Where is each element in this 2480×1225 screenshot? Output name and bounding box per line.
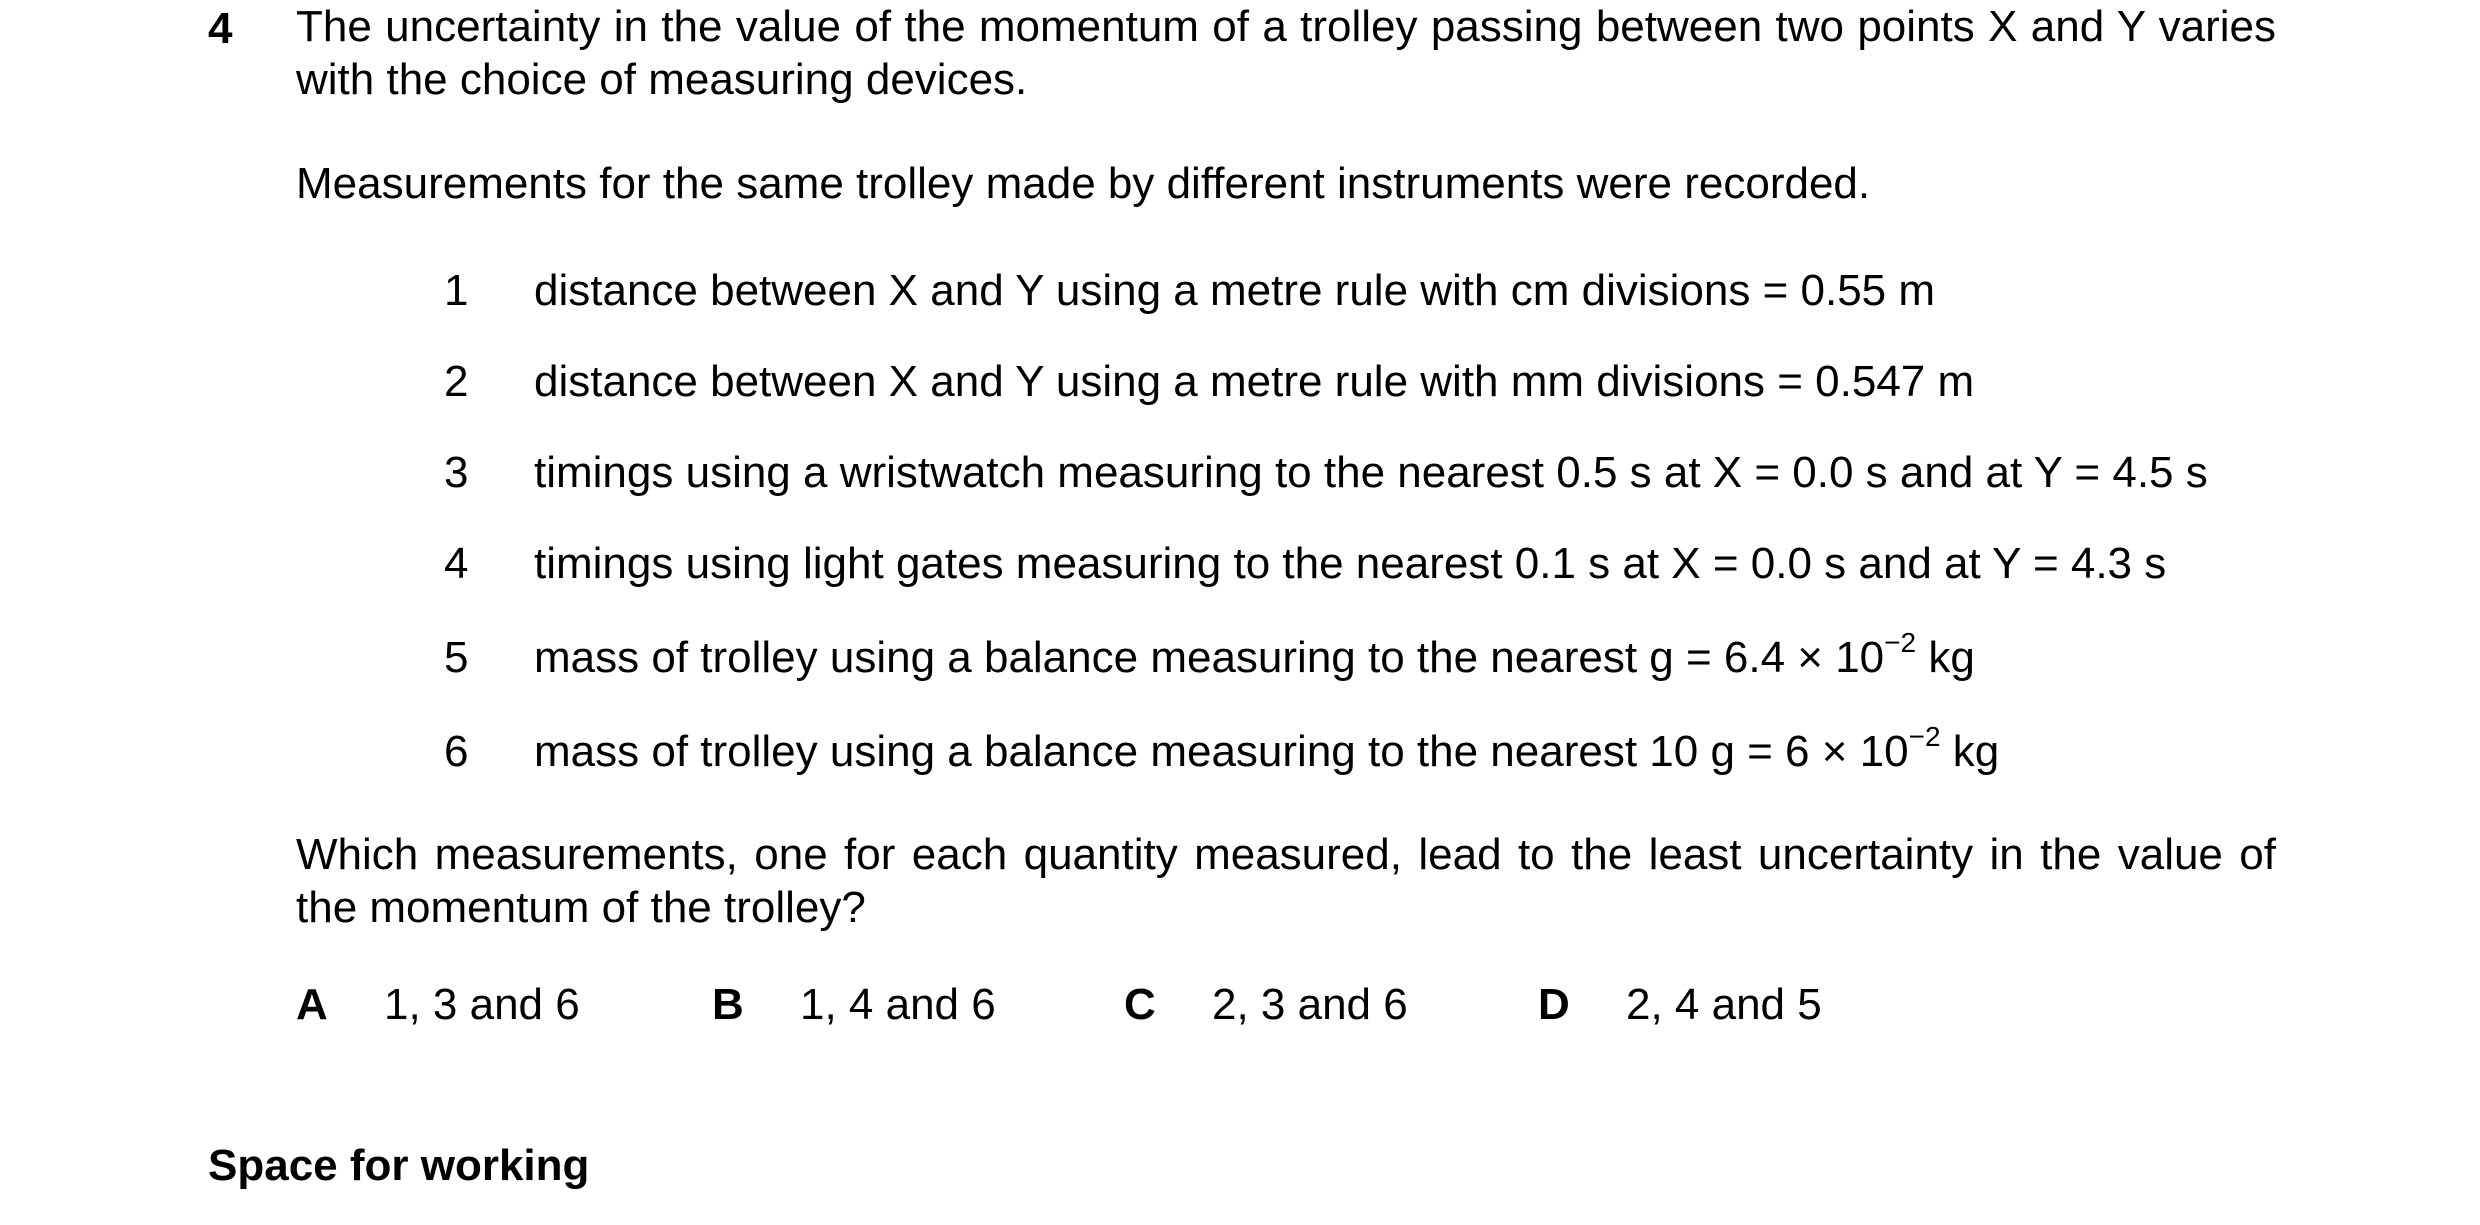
exponent: −2 — [1884, 627, 1917, 659]
measurement-unit: kg — [1940, 727, 2000, 776]
option-b[interactable] — [712, 977, 996, 1033]
measurement-text — [534, 721, 2000, 780]
option-a[interactable] — [296, 977, 580, 1033]
measurement-text-main: mass of trolley using a balance measuring to the nearest 10 g = 6 × 10 — [534, 727, 1909, 776]
measurement-text — [534, 627, 1975, 686]
measurement-text: distance between X and Y using a metre rule with mm divisions = 0.547 m — [534, 357, 1975, 406]
measurement-number: 1 — [444, 266, 469, 315]
option-letter: A — [296, 980, 328, 1029]
exponent: −2 — [1908, 721, 1941, 753]
option-text: 2, 4 and 5 — [1626, 980, 1822, 1029]
measurement-number: 2 — [444, 357, 469, 406]
option-d[interactable] — [1538, 977, 1822, 1033]
question-intro: The uncertainty in the value of the momentum of a trolley passing between two points X and Y varies with the choice of measuring devices. — [296, 2, 2276, 104]
measurement-text: timings using light gates measuring to the nearest 0.1 s at X = 0.0 s and at Y = 4.3 s — [534, 539, 2167, 588]
option-letter: C — [1124, 980, 1156, 1029]
measurement-text: timings using a wristwatch measuring to the nearest 0.5 s at X = 0.0 s and at Y = 4.5 s — [534, 448, 2208, 497]
option-letter: D — [1538, 980, 1570, 1029]
measurement-text-main: mass of trolley using a balance measuring to the nearest g = 6.4 × 10 — [534, 633, 1885, 682]
measurement-text: distance between X and Y using a metre rule with cm divisions = 0.55 m — [534, 266, 1936, 315]
option-text: 1, 4 and 6 — [800, 980, 996, 1029]
option-text: 1, 3 and 6 — [384, 980, 580, 1029]
measurement-number: 5 — [444, 633, 469, 682]
measurement-number: 4 — [444, 539, 469, 588]
answer-options — [296, 977, 1996, 1037]
question-lead: Measurements for the same trolley made by different instruments were recorded. — [296, 159, 1871, 208]
question-prompt: Which measurements, one for each quantity measured, lead to the least uncertainty in the value of the momentum of the trolley? — [296, 830, 2276, 932]
measurement-number: 6 — [444, 727, 469, 776]
option-text: 2, 3 and 6 — [1212, 980, 1408, 1029]
option-letter: B — [712, 980, 744, 1029]
working-space-label: Space for working — [208, 1141, 590, 1190]
option-c[interactable] — [1124, 977, 1408, 1033]
measurement-unit: kg — [1916, 633, 1975, 682]
question-number: 4 — [208, 4, 233, 53]
measurement-number: 3 — [444, 448, 469, 497]
